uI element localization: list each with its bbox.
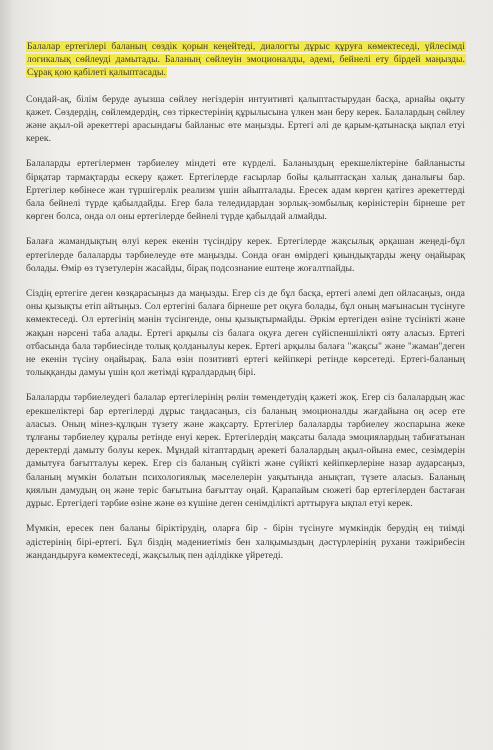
paragraph-7: Мүмкін, ересек пен баланы біріктірудің, оларға бір - бірін түсінуге мүмкіндік берудің ең тиімді әдістерінің бірі-ертегі. Бұл біздің мәдениетіміз бен халқымыздың дәстүрлерінің рухани тәжірибесін жандандыруға көмектеседі, жақсылық пен әділдікке үйретеді. xyxy=(26,523,465,561)
page-edge-shadow xyxy=(0,0,14,750)
highlighted-text: Балалар ертегілері баланың сөздік қорын кеңейтеді, диалогты дұрыс құруға көмектеседі, үйлесімді логикалық сөйлеуді дамытады. Баланың сөйлеуін эмоционалды, әдемі, бейнелі ету бірдей маңызды. Сұрақ қою қабілеті қалыптасады. xyxy=(27,41,465,79)
highlighted-block xyxy=(19,40,466,80)
paragraph-5: Сіздің ертегіге деген көзқарасыңыз да маңызды. Егер сіз де бұл басқа, ертегі әлемі деп ойласаңыз, онда оны қызықты етіп айтыңыз. Сол ертегіні балаға бірнеше рет оқуға болады, бұл оның мағынасын түсінуге көмектеседі. Ол ертегінің мәнін түсінгенде, оны қызықтырмайды. Әркім ертегіден өзіне түсінікті және жақын нәрсені таба алады. Ертегі арқылы сіз балага оқуға деген сүйіспеншілікті ояту аласыз. Ертегі отбасында бала тәрбиесінде толық қолданылуы керек. Ертегі арқылы балаға "жақсы" және "жаман"деген не екенін түсіну оңайырақ. Бала өзін позитивті ертегі кейіпкері ретінде көрсетеді. Ертегі-баланың толыққанды дамуы үшін қол жетімді құралдардың бірі. xyxy=(26,288,465,379)
paragraph-3: Балаларды ертегілермен тәрбиелеу міндеті өте күрделі. Баланыздың ерекшеліктеріне байланысты бірқатар тармақтарды ескеру қажет. Ертегілерде ғасырлар бойы қалыптасқан халық даналығы бар. Ертегілер көбінесе жан түршігерлік реализм үшін айыпталады. Ересек адам көрген қатігез әрекеттерді бала бейнелі түрде қабылдайды. Егер бала теледидардан зорлық-зомбылық көріністерін бірнеше рет көрген болса, онда ол оны ертегілерде бейнелі түрде қабылдай алмайды. xyxy=(26,158,465,223)
paragraph-2: Сондай-ақ, білім беруде ауызша сөйлеу негіздерін интуитивті қалыптастырудан басқа, арнайы оқыту қажет. Сөздердің, сөйлемдердің, сөз тіркестерінің құрылысына үлкен мән беру керек. Балалардың сөйлеу және ақыл-ой әрекеттері арасындағы байланыс өте маңызды. Ертегі әлі де қарым-қатынасқа ықпал етуі керек. xyxy=(26,93,465,145)
paragraph-4: Балаға жамандықтың өлуі керек екенін түсіндіру керек. Ертегілерде жақсылық әрқашан жеңеді-бұл ертегілерде балаларды тәрбиелеуде өте маңызды. Сонда оған өмірдегі қиындықтарды жеңу оңайырақ болады. Өмір өз түзетулерін жасайды, бірақ подсознание ештеңе жоғалтпайды. xyxy=(26,236,465,274)
paragraph-6: Балаларды тәрбиелеудегі балалар ертегілерінің рөлін төмендетудің қажеті жоқ. Егер сіз балалардың жас ерекшеліктері бар ертегілерді дұрыс таңдасаңыз, сіз баланың эмоционалды жағдайына оң әсер ете аласыз. Оның мінез-құлқын түзету және жақсарту. Ертегілер балаларды тәрбиелеу жоспарына жеке тұлғаны тәрбиелеу құралы ретінде енуі керек. Ертегілердің мақсаты балада эмоциялардың табиғатынан деректерді дамыту болуы керек. Мұндай кітаптардың әрекеті балалардың ақыл-ойына емес, сезімдерін дамытуға бағытталуы керек. Егер сіз баланың сүйікті және сүйікті кейіпкерлеріне назар аударсаңыз, баланың мүмкін болатын психологиялық мәселелерін уақытында анықтап, түзете аласыз. Баланың қиялын дамудың оң және теріс бағытына бағыттау оңай. Қарапайым сюжеті бар ертегілерден бастаған дұрыс. Ертегідегі тәрбие өзіне және өз күшіне деген сенімділікті арттыруға ықпал етуі керек. xyxy=(26,392,465,510)
paragraph-1 xyxy=(26,40,466,80)
